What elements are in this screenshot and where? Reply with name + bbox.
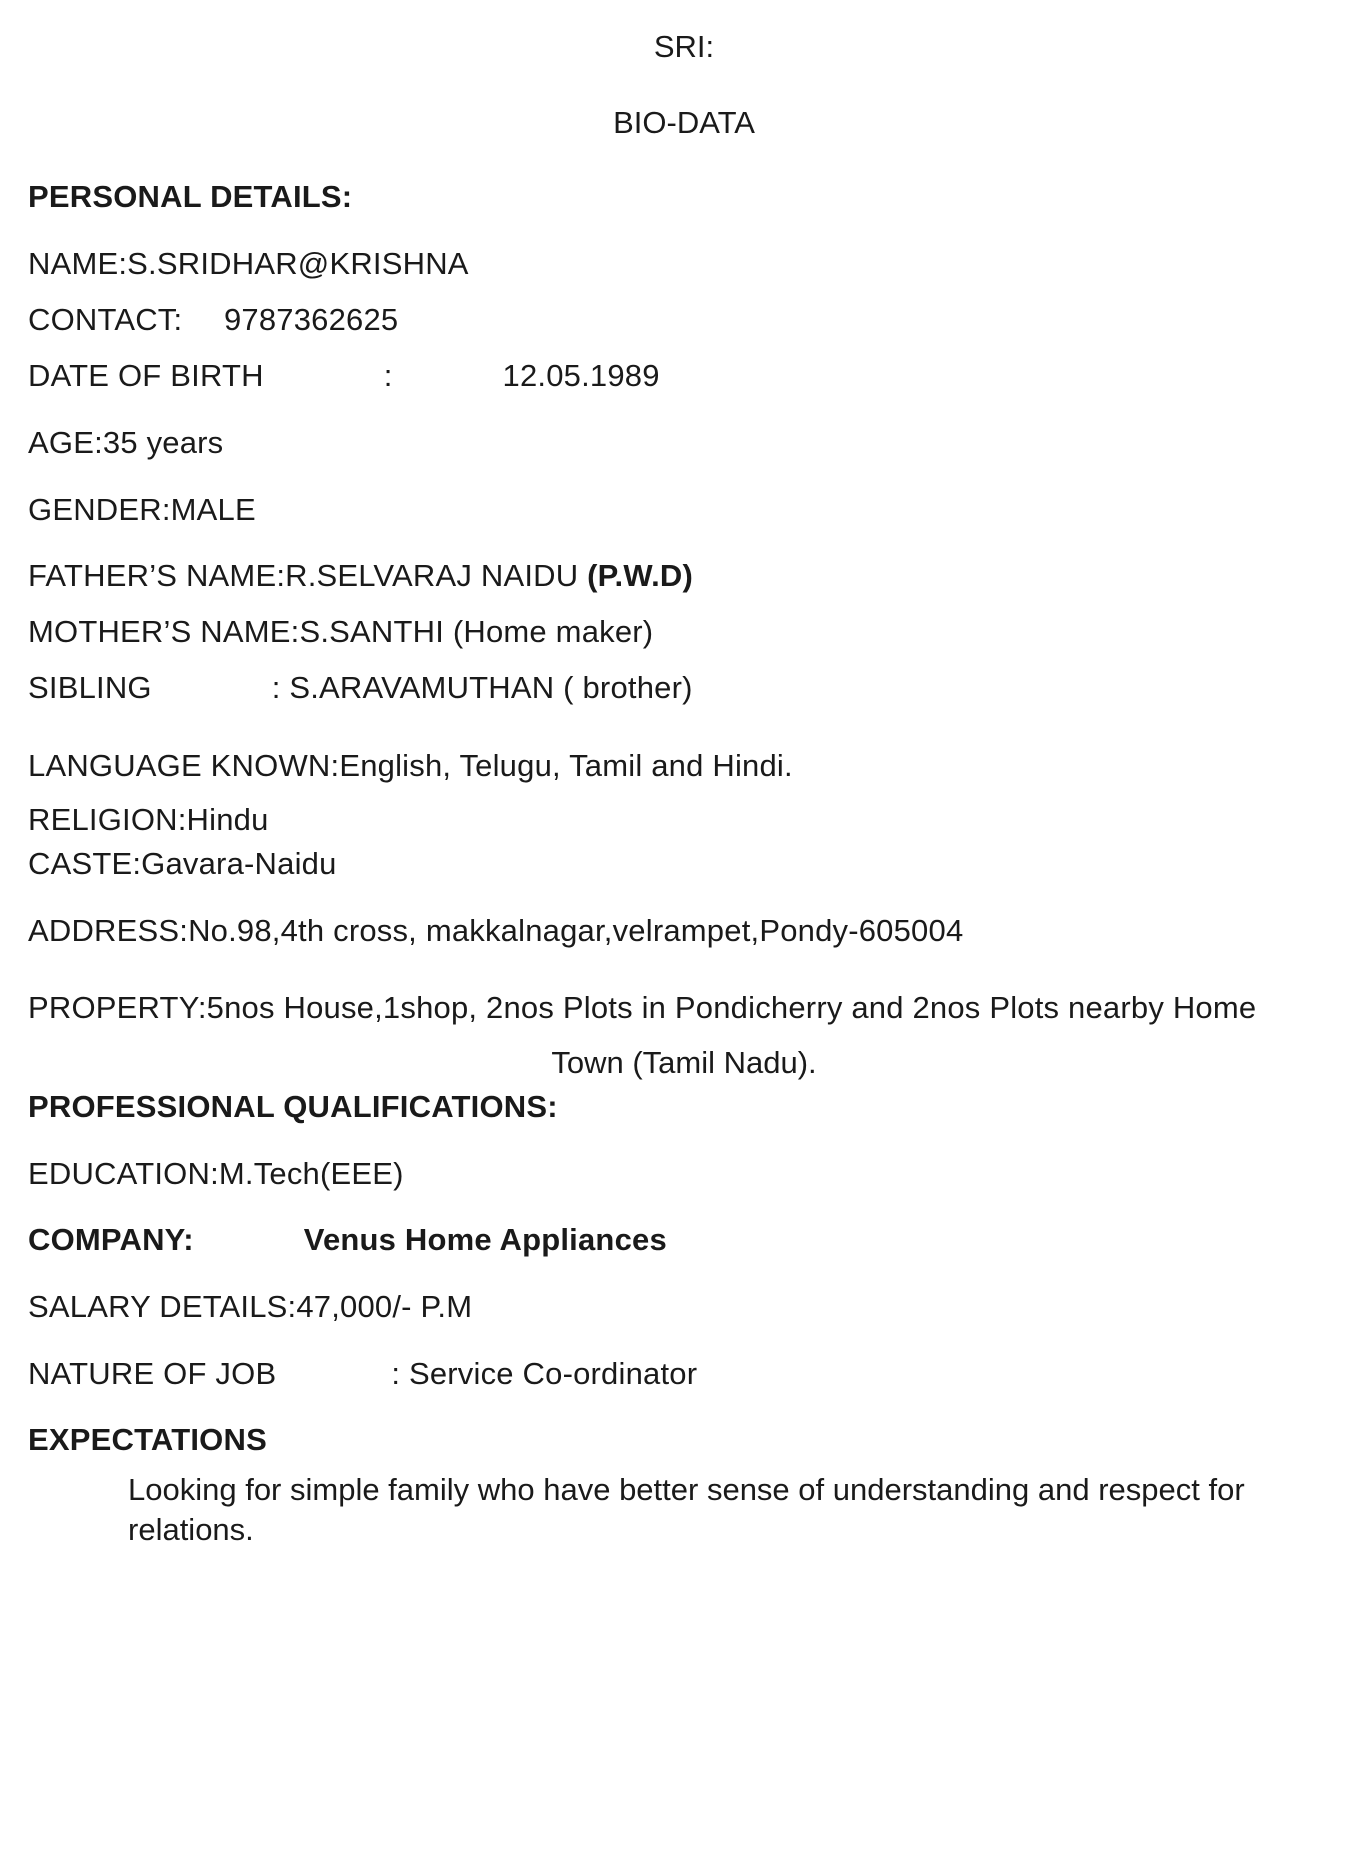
father-occupation: (P.W.D) xyxy=(587,558,694,593)
contact-field xyxy=(28,301,398,339)
age-field: AGE:35 years xyxy=(28,425,224,460)
dob-value: 12.05.1989 xyxy=(502,358,660,393)
address-field: ADDRESS:No.98,4th cross, makkalnagar,velrampet,Pondy-605004 xyxy=(28,913,964,948)
dob-label: DATE OF BIRTH xyxy=(28,358,264,393)
salary-field: SALARY DETAILS:47,000/- P.M xyxy=(28,1289,473,1324)
company-label: COMPANY: xyxy=(28,1222,194,1257)
religion-field: RELIGION:Hindu xyxy=(28,802,269,837)
father-field xyxy=(28,557,693,595)
document-title: BIO-DATA xyxy=(613,105,755,140)
language-field: LANGUAGE KNOWN:English, Telugu, Tamil and Hindi. xyxy=(28,748,793,783)
dob-field xyxy=(28,357,660,395)
personal-details-heading: PERSONAL DETAILS: xyxy=(28,179,353,214)
company-value: Venus Home Appliances xyxy=(303,1222,667,1257)
expectations-heading: EXPECTATIONS xyxy=(28,1422,267,1457)
expectations-text: Looking for simple family who have better sense of understanding and respect for relations. xyxy=(128,1472,1245,1547)
sibling-field xyxy=(28,669,693,707)
education-field: EDUCATION:M.Tech(EEE) xyxy=(28,1156,404,1191)
name-field: NAME:S.SRIDHAR@KRISHNA xyxy=(28,246,469,281)
professional-heading: PROFESSIONAL QUALIFICATIONS: xyxy=(28,1089,558,1124)
company-field xyxy=(28,1221,667,1259)
sibling-value: : S.ARAVAMUTHAN ( brother) xyxy=(271,670,693,705)
job-field xyxy=(28,1355,697,1393)
contact-label: CONTACT: xyxy=(28,302,183,337)
sibling-label: SIBLING xyxy=(28,670,152,705)
caste-field: CASTE:Gavara-Naidu xyxy=(28,846,337,881)
property-field: PROPERTY:5nos House,1shop, 2nos Plots in Pondicherry and 2nos Plots nearby Home xyxy=(28,990,1257,1025)
contact-value: 9787362625 xyxy=(223,302,399,337)
job-value: : Service Co-ordinator xyxy=(391,1356,698,1391)
gender-field: GENDER:MALE xyxy=(28,492,256,527)
mother-field: MOTHER’S NAME:S.SANTHI (Home maker) xyxy=(28,614,654,649)
property-continuation: Town (Tamil Nadu). xyxy=(551,1045,817,1080)
job-label: NATURE OF JOB xyxy=(28,1356,277,1391)
father-name: FATHER’S NAME:R.SELVARAJ NAIDU xyxy=(28,558,579,593)
dob-colon: : xyxy=(383,358,393,393)
invocation-text: SRI: xyxy=(653,29,715,64)
